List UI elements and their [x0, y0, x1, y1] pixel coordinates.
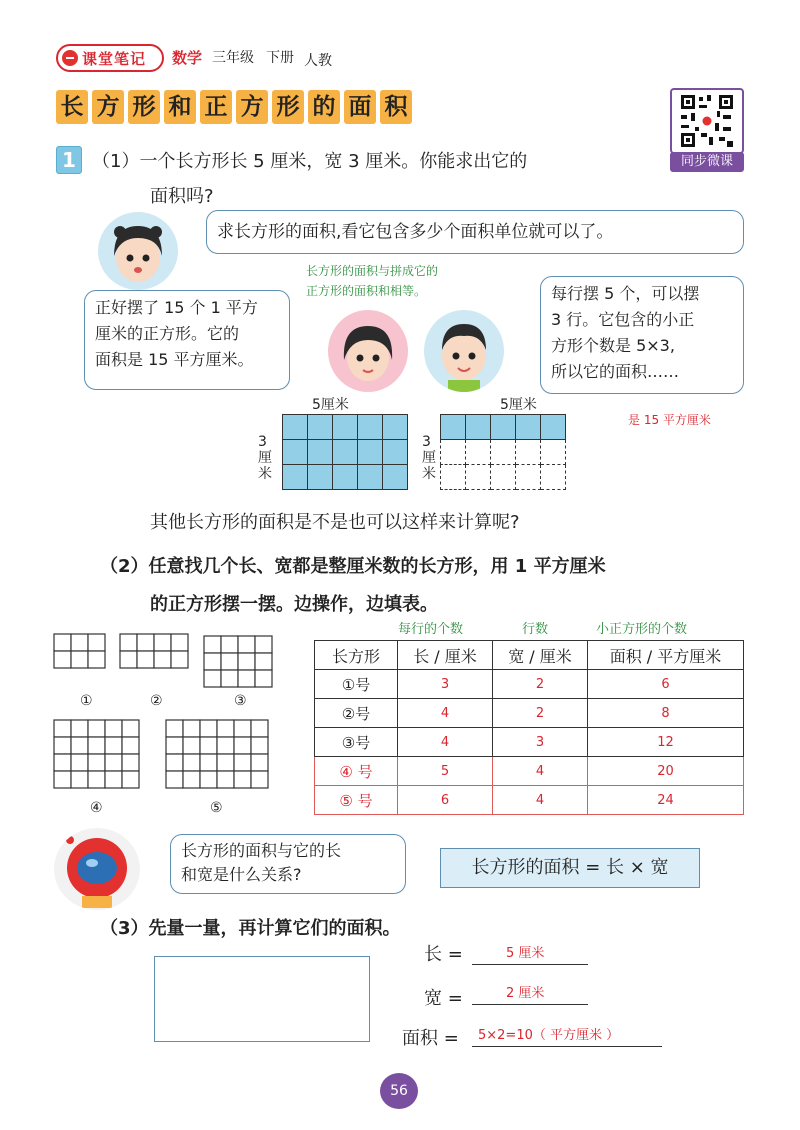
- grid-square: [71, 634, 88, 651]
- part3-text: （3）先量一量，再计算它们的面积。: [100, 918, 401, 939]
- length-line: [472, 940, 588, 965]
- girl-avatar: [98, 212, 178, 290]
- grid-square: [71, 720, 88, 737]
- grid-square: [234, 737, 251, 754]
- grid-square: [166, 737, 183, 754]
- grid-square: [183, 737, 200, 754]
- grid-square: [221, 653, 238, 670]
- grid-square: [251, 754, 268, 771]
- table-cell: 2: [493, 699, 588, 728]
- grid-square: [217, 720, 234, 737]
- header-publisher: 人教: [304, 53, 332, 69]
- girl-speech-bubble: 求长方形的面积,看它包含多少个面积单位就可以了。: [206, 210, 744, 254]
- width-value: 2 厘米: [506, 986, 545, 1001]
- table-row: [315, 699, 744, 728]
- width-line: [472, 980, 588, 1005]
- table-cell: 3: [493, 728, 588, 757]
- grid-square: [200, 771, 217, 788]
- table-cell: 4: [493, 757, 588, 786]
- grid-square: [200, 754, 217, 771]
- table-cell: 3: [398, 670, 493, 699]
- grid-square: [221, 636, 238, 653]
- boy-avatar: [424, 310, 504, 392]
- green-note-line2: 正方形的面积和相等。: [306, 284, 427, 298]
- header-volume: 下册: [266, 50, 294, 66]
- right-speech-bubble: [540, 276, 744, 394]
- grid-square: [171, 634, 188, 651]
- grid-square: [71, 651, 88, 668]
- area-table: [314, 640, 744, 815]
- red-note: 是 15 平方厘米: [628, 413, 711, 427]
- grid-square: [54, 651, 71, 668]
- grid-square: [154, 651, 171, 668]
- bubble-line: 和宽是什么关系?: [181, 865, 302, 884]
- table-header: 长 / 厘米: [398, 641, 493, 670]
- area-line: [472, 1022, 662, 1047]
- grid-square: [238, 636, 255, 653]
- grid-square: [238, 670, 255, 687]
- area-formula: 长方形的面积 = 长 × 宽: [440, 848, 700, 888]
- bubble-line: 3 行。它包含的小正: [551, 310, 695, 329]
- grid-square: [183, 771, 200, 788]
- table-cell: 6: [398, 786, 493, 815]
- title-char: 的: [308, 90, 340, 124]
- grid-square: [255, 636, 272, 653]
- table-cell: 6: [588, 670, 744, 699]
- grid-square: [217, 737, 234, 754]
- annotation-rows: 行数: [522, 622, 549, 637]
- grid-square: [251, 720, 268, 737]
- qr-code-icon: [679, 93, 735, 149]
- grid-square: [88, 720, 105, 737]
- table-cell: 8: [588, 699, 744, 728]
- grid-square: [122, 771, 139, 788]
- robot-speech-bubble: [170, 834, 406, 894]
- title-char: 形: [128, 90, 160, 124]
- width-label: 宽 =: [424, 988, 463, 1009]
- grid-square: [166, 754, 183, 771]
- table-cell: 20: [588, 757, 744, 786]
- bubble-line: 正好摆了 15 个 1 平方: [95, 298, 258, 317]
- grid-square: [88, 737, 105, 754]
- robot-avatar: [54, 828, 140, 910]
- part2-line1: （2）任意找几个长、宽都是整厘米数的长方形，用 1 平方厘米: [100, 556, 606, 577]
- title-char: 和: [164, 90, 196, 124]
- title-char: 方: [92, 90, 124, 124]
- shape-label-1: ①: [80, 693, 93, 709]
- area-label: 面积 =: [402, 1028, 459, 1049]
- grid-square: [204, 636, 221, 653]
- shape-label-3: ③: [234, 693, 247, 709]
- page-number: 56: [380, 1073, 418, 1109]
- bubble-line: 方形个数是 5×3,: [551, 336, 675, 355]
- table-row: [315, 670, 744, 699]
- grid-square: [120, 651, 137, 668]
- grid-square: [166, 720, 183, 737]
- grid-square: [171, 651, 188, 668]
- table-cell: 4: [493, 786, 588, 815]
- table-header: 长方形: [315, 641, 398, 670]
- shape-label-5: ⑤: [210, 800, 223, 816]
- grid-square: [105, 720, 122, 737]
- header-subject: [172, 47, 202, 68]
- green-note-line1: 长方形的面积与拼成它的: [306, 264, 439, 278]
- table-cell: ④ 号: [315, 757, 398, 786]
- part1-line2: 面积吗?: [150, 186, 214, 207]
- bubble-line: 面积是 15 平方厘米。: [95, 350, 254, 369]
- table-row: [315, 786, 744, 815]
- bubble-line: 长方形的面积与它的长: [181, 841, 342, 860]
- bubble-line: 每行摆 5 个，可以摆: [551, 284, 700, 303]
- bubble-line: 厘米的正方形。它的: [95, 324, 240, 343]
- grid-square: [221, 670, 238, 687]
- grid-square: [255, 670, 272, 687]
- grid-square: [120, 634, 137, 651]
- shapes-panel: [52, 632, 312, 822]
- grid-square: [88, 754, 105, 771]
- header-grade: 三年级: [212, 50, 254, 66]
- title-char: 形: [272, 90, 304, 124]
- table-cell: 4: [398, 699, 493, 728]
- grid-square: [71, 771, 88, 788]
- left-speech-bubble: [84, 290, 290, 390]
- grid-square: [217, 771, 234, 788]
- grid-square: [166, 771, 183, 788]
- table-cell: 2: [493, 670, 588, 699]
- grid-square: [137, 634, 154, 651]
- table-cell: ①号: [315, 670, 398, 699]
- grid-square: [234, 771, 251, 788]
- qr-label: 同步微课: [670, 152, 744, 172]
- measure-rectangle: [154, 956, 370, 1042]
- grid-square: [88, 651, 105, 668]
- title-char: 面: [344, 90, 376, 124]
- table-header: 面积 / 平方厘米: [588, 641, 744, 670]
- grid-square: [251, 771, 268, 788]
- table-cell: 24: [588, 786, 744, 815]
- grid-square: [122, 737, 139, 754]
- title-char: 方: [236, 90, 268, 124]
- grid-square: [54, 720, 71, 737]
- length-value: 5 厘米: [506, 946, 545, 961]
- title-char: 正: [200, 90, 232, 124]
- grid-square: [105, 754, 122, 771]
- grid-square: [238, 653, 255, 670]
- grid-square: [204, 670, 221, 687]
- grid-square: [88, 634, 105, 651]
- grid-square: [217, 754, 234, 771]
- subject: 数学: [172, 49, 203, 67]
- grid-square: [183, 754, 200, 771]
- table-cell: ⑤ 号: [315, 786, 398, 815]
- grid-square: [137, 651, 154, 668]
- shape-label-4: ④: [90, 800, 103, 816]
- table-cell: ③号: [315, 728, 398, 757]
- grid-square: [234, 754, 251, 771]
- part2-line2: 的正方形摆一摆。边操作，边填表。: [150, 594, 438, 615]
- table-header-row: [315, 641, 744, 670]
- area-value: 5×2=10（ 平方厘米 ）: [478, 1028, 620, 1043]
- grid-square: [200, 720, 217, 737]
- table-header: 宽 / 厘米: [493, 641, 588, 670]
- grid-square: [88, 771, 105, 788]
- table-cell: 4: [398, 728, 493, 757]
- notes-badge: [56, 44, 164, 72]
- qr-code[interactable]: [670, 88, 744, 154]
- table-row: [315, 728, 744, 757]
- table-cell: ②号: [315, 699, 398, 728]
- pencil-icon: [62, 50, 78, 66]
- grid-square: [204, 653, 221, 670]
- question-other: 其他长方形的面积是不是也可以这样来计算呢?: [150, 512, 520, 533]
- grid-square: [105, 737, 122, 754]
- grid-square: [54, 771, 71, 788]
- grid-square: [122, 720, 139, 737]
- grid-square: [154, 634, 171, 651]
- annotation-count: 小正方形的个数: [596, 622, 688, 637]
- grid1-width-label: 3厘米: [258, 434, 272, 482]
- table-row: [315, 757, 744, 786]
- length-label: 长 =: [424, 944, 463, 965]
- question-number: 1: [56, 146, 82, 174]
- grid-square: [71, 754, 88, 771]
- badge-label: 课堂笔记: [82, 49, 147, 68]
- grid2-partial: [440, 414, 566, 490]
- grid-square: [234, 720, 251, 737]
- part1-line1: （1）一个长方形长 5 厘米，宽 3 厘米。你能求出它的: [92, 151, 528, 172]
- grid2-length-label: 5厘米: [500, 397, 537, 413]
- bubble-line: 所以它的面积……: [551, 362, 680, 381]
- grid1-length-label: 5厘米: [312, 397, 349, 413]
- girl2-avatar: [328, 310, 408, 392]
- grid-square: [255, 653, 272, 670]
- title-char: 积: [380, 90, 412, 124]
- grid-square: [200, 737, 217, 754]
- grid-square: [183, 720, 200, 737]
- grid-square: [54, 754, 71, 771]
- grid-square: [122, 754, 139, 771]
- grid1-filled: [282, 414, 408, 490]
- grid-square: [105, 771, 122, 788]
- grid-square: [54, 634, 71, 651]
- grid-square: [54, 737, 71, 754]
- annotation-per-row: 每行的个数: [398, 622, 464, 637]
- title-char: 长: [56, 90, 88, 124]
- shape-label-2: ②: [150, 693, 163, 709]
- page-title: [56, 90, 412, 124]
- table-cell: 12: [588, 728, 744, 757]
- grid2-width-label: 3厘米: [422, 434, 436, 482]
- grid-square: [71, 737, 88, 754]
- table-cell: 5: [398, 757, 493, 786]
- grid-square: [251, 737, 268, 754]
